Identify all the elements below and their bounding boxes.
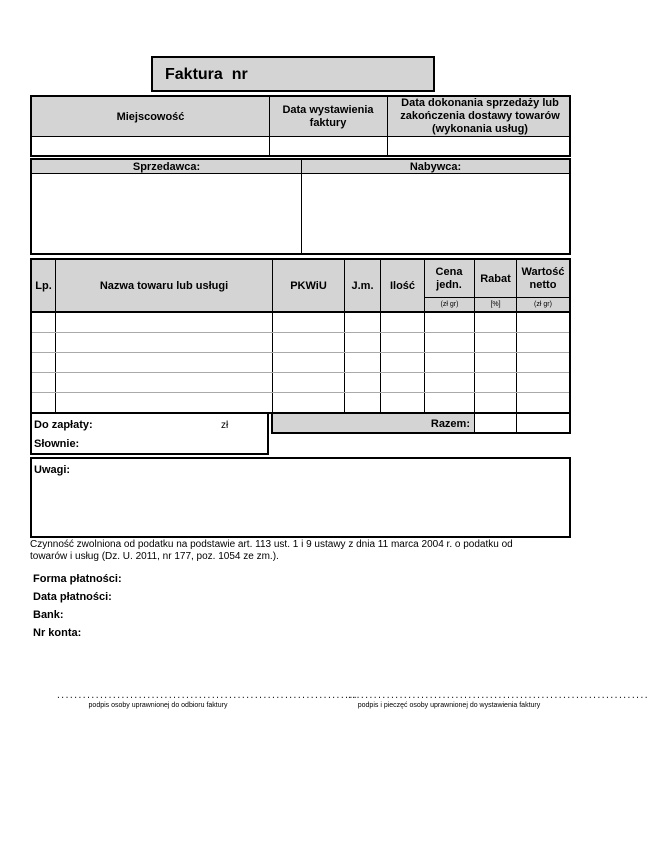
col-lp: Lp. <box>35 279 52 292</box>
total-row <box>271 412 571 434</box>
header-table <box>30 95 571 157</box>
seller-field[interactable] <box>32 174 300 253</box>
receiver-signature-line[interactable]: ...................................................................... <box>56 692 358 701</box>
col-qty: Ilość <box>389 279 416 292</box>
sale-date-field[interactable] <box>388 137 569 155</box>
item-row[interactable] <box>56 333 272 352</box>
parties-table <box>30 158 571 255</box>
total-label: Razem: <box>430 418 470 430</box>
place-label: Miejscowość <box>116 110 185 123</box>
item-row[interactable] <box>56 313 272 332</box>
amount-due-box <box>30 412 269 455</box>
words-label: Słownie: <box>34 438 80 450</box>
item-row[interactable] <box>56 353 272 372</box>
currency-label: zł <box>221 420 229 431</box>
due-label: Do zapłaty: <box>34 419 93 431</box>
place-field[interactable] <box>32 137 268 155</box>
issue-date-label: Data wystawienia faktury <box>282 103 374 129</box>
invoice-title: Faktura nr <box>165 66 248 83</box>
total-discount-field[interactable] <box>475 414 516 432</box>
col-unit: J.m. <box>351 279 374 292</box>
col-net: Wartość netto <box>521 265 565 291</box>
item-row[interactable] <box>56 393 272 412</box>
payment-method-label: Forma płatności: <box>33 573 122 585</box>
account-number-label: Nr konta: <box>33 627 82 639</box>
items-table <box>30 258 571 414</box>
col-name: Nazwa towaru lub usługi <box>99 279 229 292</box>
notes-label: Uwagi: <box>34 464 71 476</box>
buyer-field[interactable] <box>302 174 569 253</box>
unit-price: (zł gr) <box>440 301 459 308</box>
notes-box <box>30 457 571 538</box>
title-box <box>151 56 435 92</box>
receiver-signature-caption: podpis osoby uprawnionej do odbioru faktury <box>88 702 228 709</box>
sale-date-label: Data dokonania sprzedaży lub zakończenia dostawy towarów (wykonania usług) <box>400 97 560 135</box>
payment-date-label: Data płatności: <box>33 591 112 603</box>
total-net-field[interactable] <box>517 414 569 432</box>
col-discount: Rabat <box>480 272 511 285</box>
seller-label: Sprzedawca: <box>132 160 201 173</box>
col-pkwiu: PKWiU <box>290 279 327 292</box>
issue-date-field[interactable] <box>270 137 386 155</box>
bank-label: Bank: <box>33 609 64 621</box>
item-row[interactable] <box>56 373 272 392</box>
unit-discount: [%] <box>490 301 501 308</box>
notes-field[interactable] <box>32 479 569 536</box>
exemption-note: Czynność zwolniona od podatku na podstawie art. 113 ust. 1 i 9 ustawy z dnia 11 marca 2004 r. o podatku od towarów i usług (Dz. U. 2011, nr 177, poz. 1054 ze zm.). <box>30 539 513 562</box>
issuer-signature-caption: podpis i pieczęć osoby uprawnionej do wystawienia faktury <box>357 702 541 709</box>
unit-net: (zł gr) <box>534 301 552 308</box>
issuer-signature-line[interactable]: ...................................................................... <box>347 692 648 701</box>
buyer-label: Nabywca: <box>409 160 462 173</box>
col-price: Cena jedn. <box>435 265 463 291</box>
